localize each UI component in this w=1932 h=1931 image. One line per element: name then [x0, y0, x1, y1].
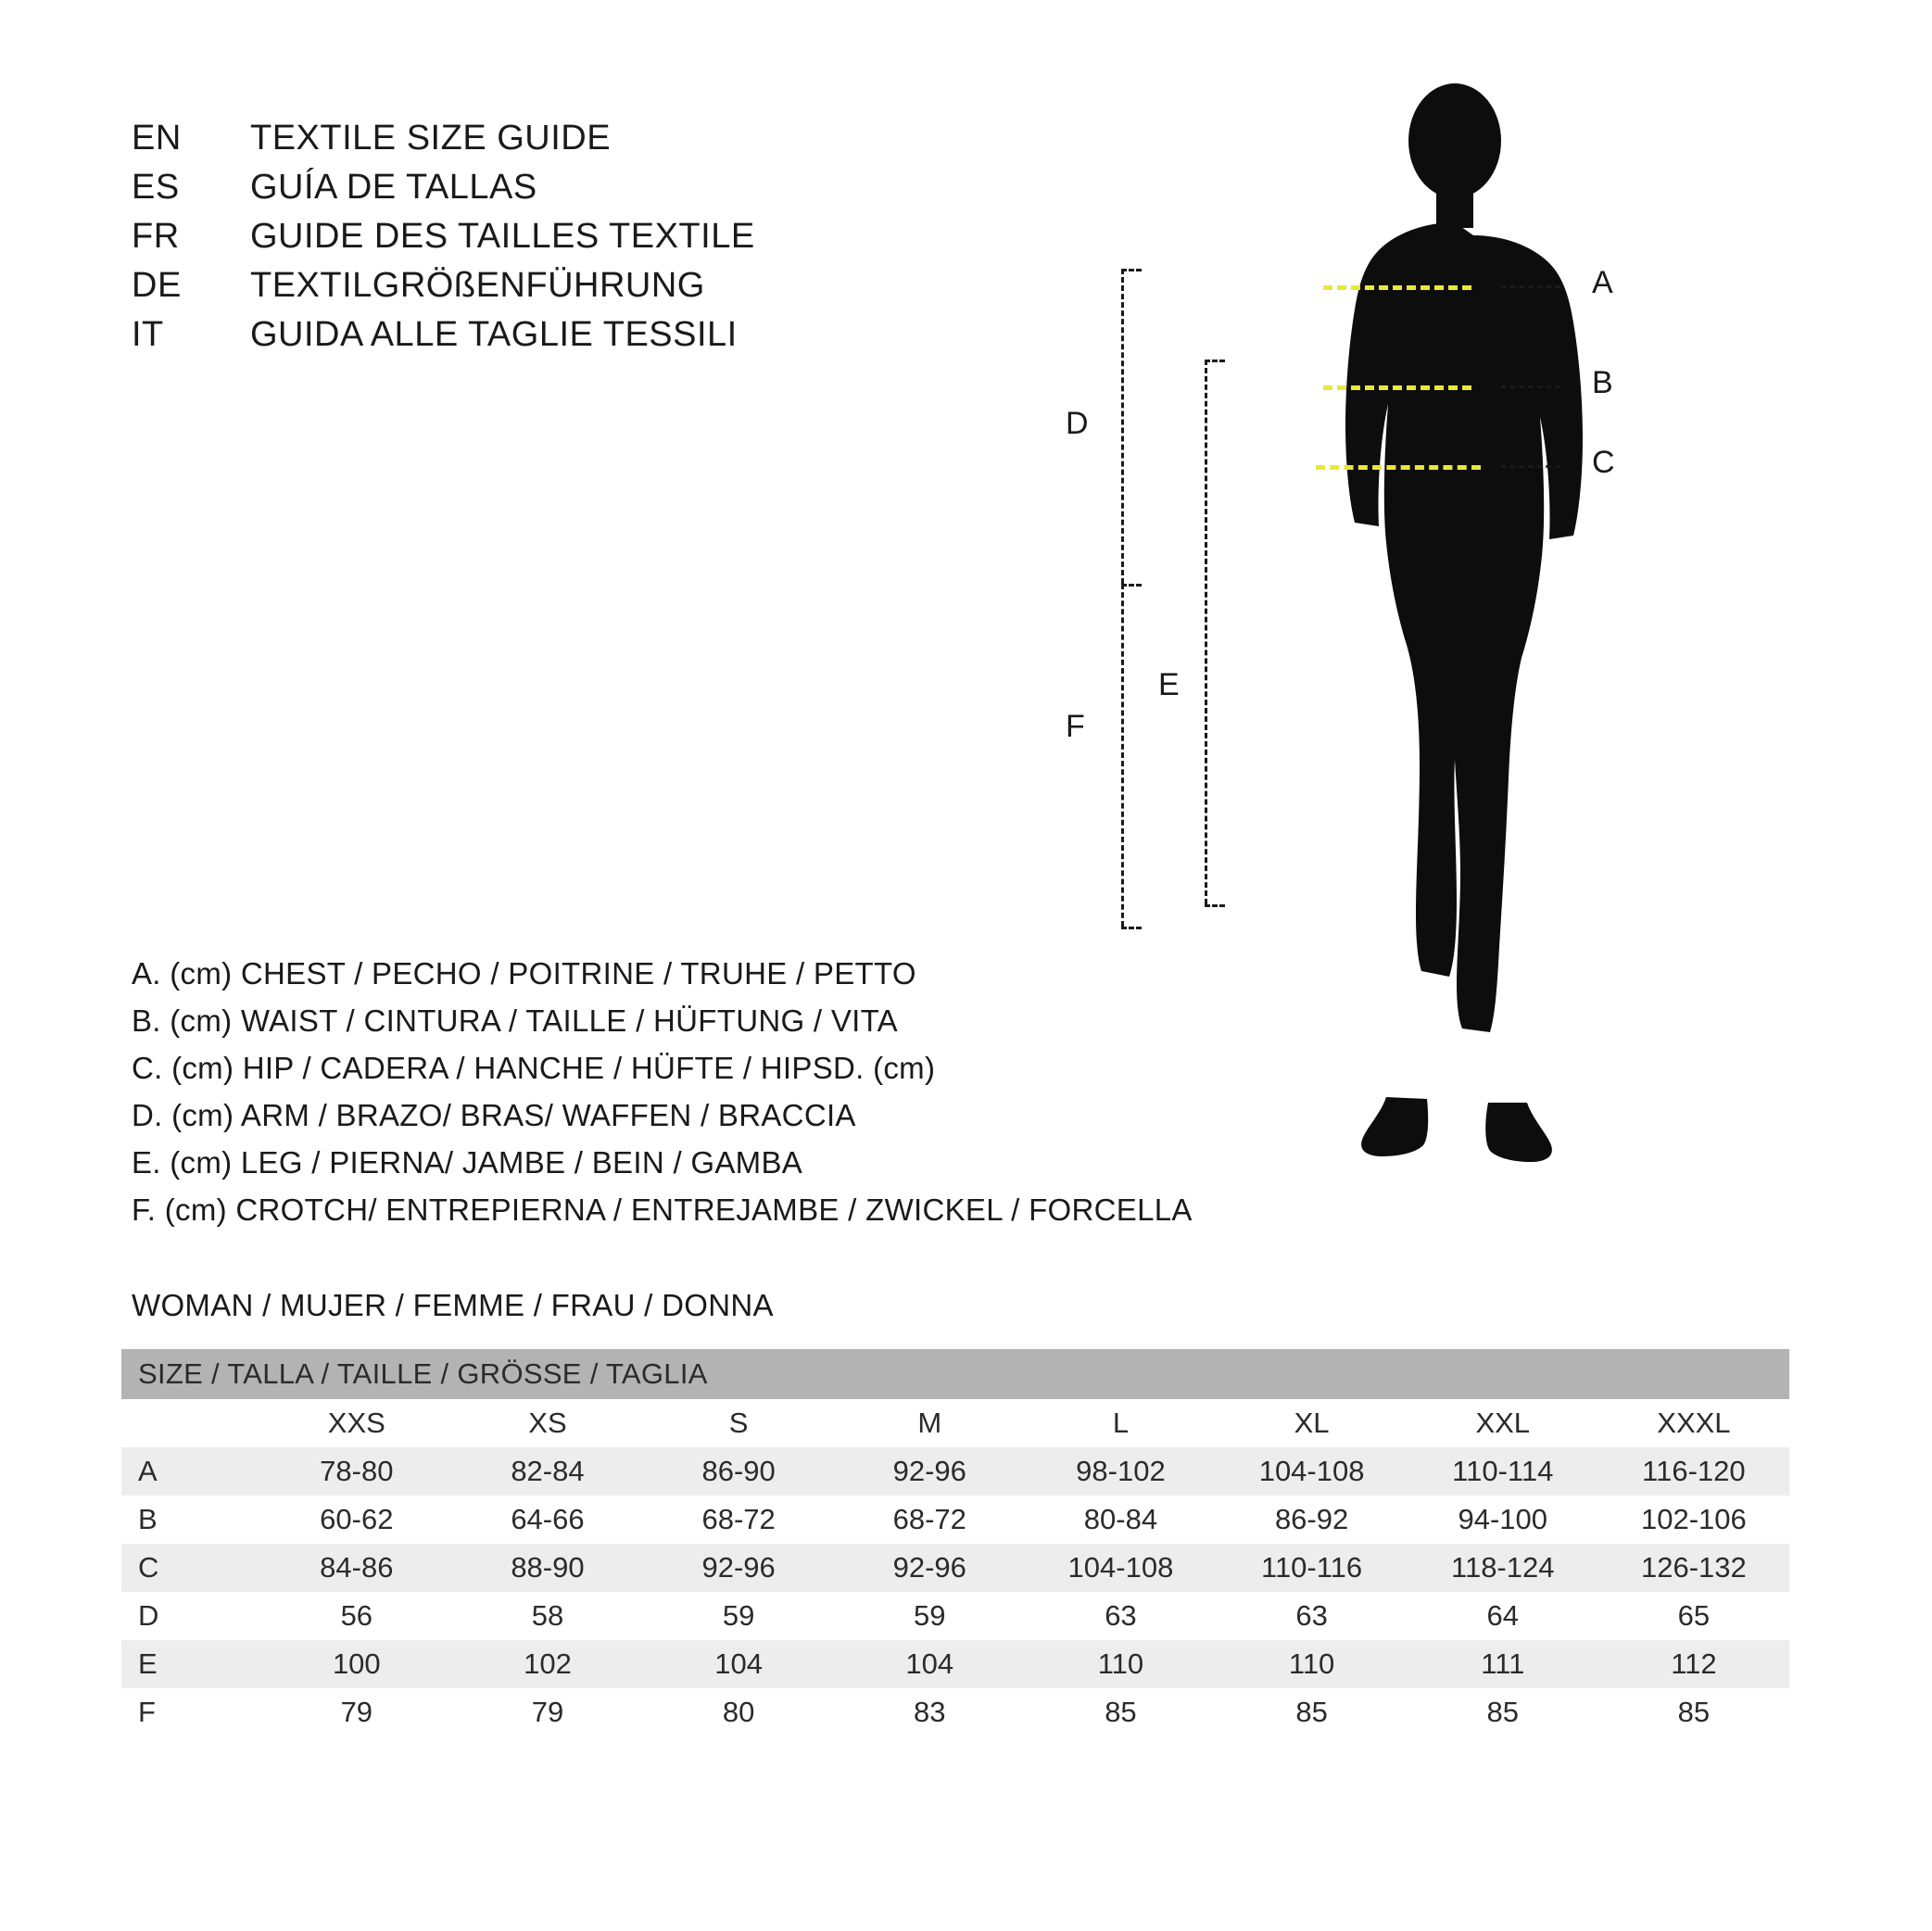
table-row — [121, 1688, 1789, 1736]
table-row — [121, 1640, 1789, 1688]
cell-b-xxs: 60-62 — [261, 1496, 452, 1544]
cell-d-l: 63 — [1025, 1592, 1216, 1640]
size-header-xs: XS — [452, 1399, 643, 1447]
language-code: DE — [132, 266, 182, 305]
cell-a-s: 86-90 — [643, 1447, 834, 1496]
cell-e-xxxl: 112 — [1598, 1640, 1789, 1688]
connector-b — [1501, 385, 1560, 388]
cell-f-xl: 85 — [1217, 1688, 1408, 1736]
table-row — [121, 1447, 1789, 1496]
cell-b-m: 68-72 — [834, 1496, 1025, 1544]
size-header-xxs: XXS — [261, 1399, 452, 1447]
table-corner-cell — [121, 1399, 261, 1447]
cell-d-xs: 58 — [452, 1592, 643, 1640]
cell-f-xs: 79 — [452, 1688, 643, 1736]
hip-measure-line — [1316, 465, 1481, 470]
cell-f-xxs: 79 — [261, 1688, 452, 1736]
size-header-l: L — [1025, 1399, 1216, 1447]
bracket-d-top-tick — [1121, 269, 1142, 271]
table-header-row — [121, 1399, 1789, 1447]
title-text: TEXTILE SIZE GUIDE — [250, 119, 612, 158]
cell-a-m: 92-96 — [834, 1447, 1025, 1496]
title-text: GUIDE DES TAILLES TEXTILE — [250, 217, 755, 256]
cell-d-xl: 63 — [1217, 1592, 1408, 1640]
title-text: TEXTILGRÖßENFÜHRUNG — [250, 266, 705, 305]
group-label: WOMAN / MUJER / FEMME / FRAU / DONNA — [132, 1288, 774, 1322]
table-row — [121, 1544, 1789, 1592]
bracket-f-bottom-tick — [1121, 927, 1142, 929]
cell-c-xxl: 118-124 — [1408, 1544, 1598, 1592]
measurement-diagram — [1066, 83, 1863, 1195]
title-text: GUIDA ALLE TAGLIE TESSILI — [250, 315, 738, 354]
legend-item: B. (cm) WAIST / CINTURA / TAILLE / HÜFTUNG / VITA — [132, 1003, 898, 1038]
cell-c-s: 92-96 — [643, 1544, 834, 1592]
row-label-a: A — [121, 1447, 261, 1496]
woman-silhouette-icon — [1297, 83, 1612, 1177]
cell-e-xs: 102 — [452, 1640, 643, 1688]
legend-item: C. (cm) HIP / CADERA / HANCHE / HÜFTE / HIPSD. (cm) — [132, 1051, 936, 1085]
size-header-xxl: XXL — [1408, 1399, 1598, 1447]
row-label-c: C — [121, 1544, 261, 1592]
waist-measure-line — [1323, 385, 1471, 390]
cell-b-xs: 64-66 — [452, 1496, 643, 1544]
cell-e-xxs: 100 — [261, 1640, 452, 1688]
cell-f-s: 80 — [643, 1688, 834, 1736]
title-row — [132, 217, 755, 266]
language-title-block — [132, 119, 755, 364]
connector-c — [1501, 465, 1560, 468]
legend-item: F. (cm) CROTCH/ ENTREPIERNA / ENTREJAMBE / ZWICKEL / FORCELLA — [132, 1193, 1193, 1227]
label-a: A — [1592, 265, 1613, 300]
cell-f-xxxl: 85 — [1598, 1688, 1789, 1736]
chest-measure-line — [1323, 285, 1471, 290]
language-code: IT — [132, 315, 164, 354]
label-e: E — [1158, 667, 1180, 702]
cell-a-xs: 82-84 — [452, 1447, 643, 1496]
cell-d-m: 59 — [834, 1592, 1025, 1640]
label-d: D — [1066, 406, 1089, 441]
cell-f-xxl: 85 — [1408, 1688, 1598, 1736]
cell-b-xl: 86-92 — [1217, 1496, 1408, 1544]
bracket-d-bottom-tick — [1121, 584, 1142, 587]
table-row — [121, 1592, 1789, 1640]
cell-f-l: 85 — [1025, 1688, 1216, 1736]
cell-e-l: 110 — [1025, 1640, 1216, 1688]
bracket-f — [1121, 584, 1124, 927]
size-header-m: M — [834, 1399, 1025, 1447]
bracket-e-top-tick — [1205, 360, 1225, 362]
label-f: F — [1066, 709, 1085, 744]
cell-d-s: 59 — [643, 1592, 834, 1640]
cell-a-xl: 104-108 — [1217, 1447, 1408, 1496]
table-band-row — [121, 1349, 1789, 1399]
cell-b-xxxl: 102-106 — [1598, 1496, 1789, 1544]
cell-e-s: 104 — [643, 1640, 834, 1688]
title-row — [132, 119, 755, 168]
bracket-e-bottom-tick — [1205, 904, 1225, 907]
legend-item: A. (cm) CHEST / PECHO / POITRINE / TRUHE / PETTO — [132, 956, 916, 991]
cell-e-xxl: 111 — [1408, 1640, 1598, 1688]
bracket-e — [1205, 360, 1207, 904]
cell-c-l: 104-108 — [1025, 1544, 1216, 1592]
cell-c-m: 92-96 — [834, 1544, 1025, 1592]
cell-c-xxxl: 126-132 — [1598, 1544, 1789, 1592]
row-label-b: B — [121, 1496, 261, 1544]
cell-c-xl: 110-116 — [1217, 1544, 1408, 1592]
cell-e-xl: 110 — [1217, 1640, 1408, 1688]
connector-a — [1501, 285, 1560, 288]
language-code: EN — [132, 119, 182, 158]
size-table — [121, 1349, 1789, 1736]
row-label-d: D — [121, 1592, 261, 1640]
cell-c-xxs: 84-86 — [261, 1544, 452, 1592]
legend-item: D. (cm) ARM / BRAZO/ BRAS/ WAFFEN / BRACCIA — [132, 1098, 856, 1132]
cell-b-l: 80-84 — [1025, 1496, 1216, 1544]
size-header-xl: XL — [1217, 1399, 1408, 1447]
cell-f-m: 83 — [834, 1688, 1025, 1736]
cell-d-xxs: 56 — [261, 1592, 452, 1640]
cell-e-m: 104 — [834, 1640, 1025, 1688]
cell-b-s: 68-72 — [643, 1496, 834, 1544]
bracket-d — [1121, 269, 1124, 584]
cell-a-l: 98-102 — [1025, 1447, 1216, 1496]
language-code: ES — [132, 168, 180, 207]
label-b: B — [1592, 365, 1613, 400]
legend-item: E. (cm) LEG / PIERNA/ JAMBE / BEIN / GAMBA — [132, 1145, 803, 1180]
size-header-xxxl: XXXL — [1598, 1399, 1789, 1447]
title-row — [132, 315, 755, 364]
label-c: C — [1592, 445, 1615, 480]
table-row — [121, 1496, 1789, 1544]
language-code: FR — [132, 217, 180, 256]
cell-a-xxxl: 116-120 — [1598, 1447, 1789, 1496]
cell-c-xs: 88-90 — [452, 1544, 643, 1592]
cell-a-xxs: 78-80 — [261, 1447, 452, 1496]
measurement-legend — [132, 956, 1193, 1240]
cell-d-xxl: 64 — [1408, 1592, 1598, 1640]
title-row — [132, 266, 755, 315]
table-band-label: SIZE / TALLA / TAILLE / GRÖSSE / TAGLIA — [121, 1349, 1789, 1399]
title-row — [132, 168, 755, 217]
size-header-s: S — [643, 1399, 834, 1447]
cell-d-xxxl: 65 — [1598, 1592, 1789, 1640]
row-label-f: F — [121, 1688, 261, 1736]
row-label-e: E — [121, 1640, 261, 1688]
cell-a-xxl: 110-114 — [1408, 1447, 1598, 1496]
cell-b-xxl: 94-100 — [1408, 1496, 1598, 1544]
title-text: GUÍA DE TALLAS — [250, 168, 537, 207]
